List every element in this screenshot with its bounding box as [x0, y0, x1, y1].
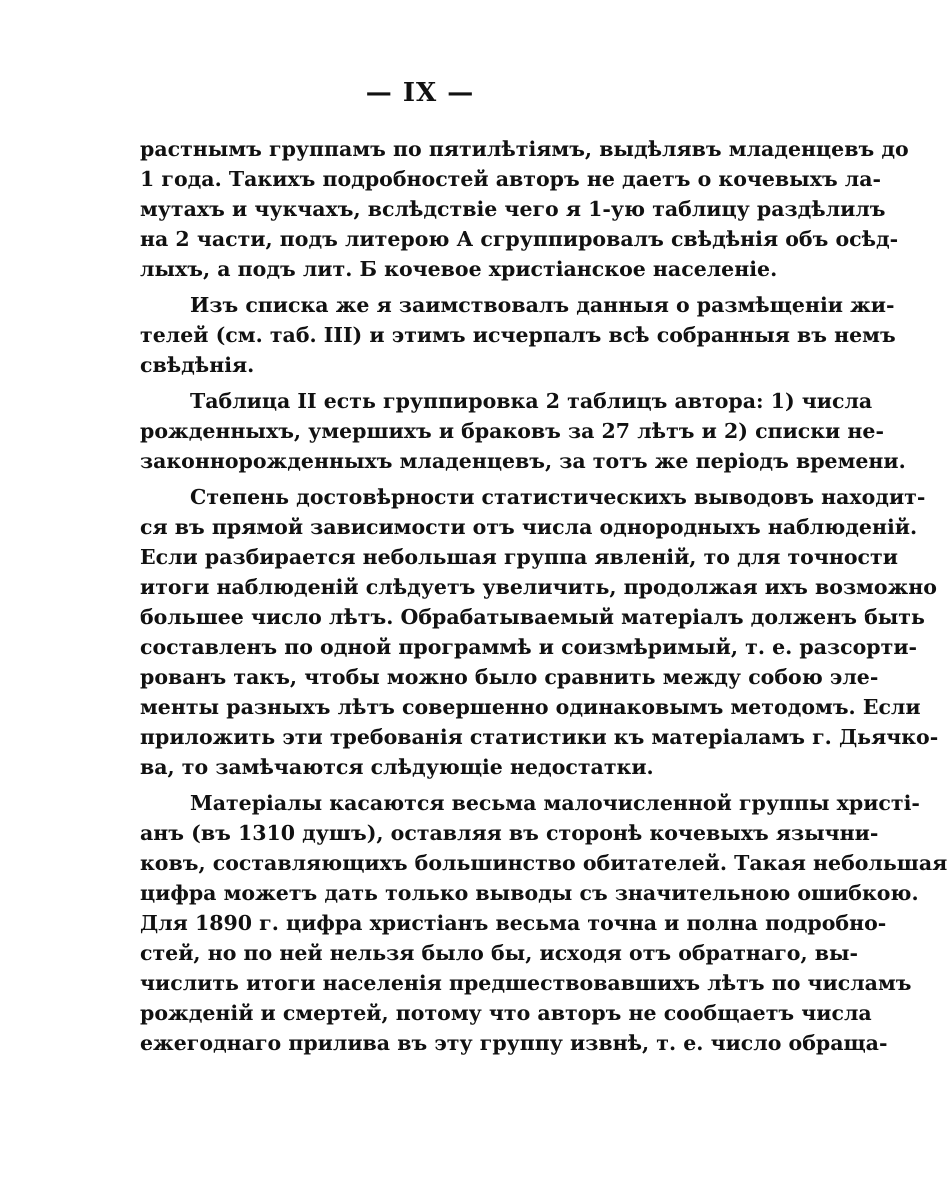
- text-line: итоги наблюденій слѣдуетъ увеличить, продолжая ихъ возможно: [140, 575, 937, 599]
- paragraph-1: [140, 134, 909, 284]
- text-line: ежегоднаго прилива въ эту группу извнѣ, т. е. число обраща-: [140, 1031, 888, 1055]
- text-line: рожденныхъ, умершихъ и браковъ за 27 лѣтъ и 2) списки не-: [140, 419, 884, 443]
- paragraph-4: [140, 482, 939, 782]
- text-line: Матеріалы касаются весьма малочисленной группы христі-: [190, 791, 920, 815]
- text-line: Если разбирается небольшая группа явленій, то для точности: [140, 545, 898, 569]
- paragraph-3: [140, 386, 906, 476]
- paragraph-5: [140, 788, 947, 1058]
- text-line: ковъ, составляющихъ большинство обитателей. Такая небольшая: [140, 851, 947, 875]
- text-line: Для 1890 г. цифра христіанъ весьма точна и полна подробно-: [140, 911, 887, 935]
- text-line: ся въ прямой зависимости отъ числа однородныхъ наблюденій.: [140, 515, 918, 539]
- text-line: менты разныхъ лѣтъ совершенно одинаковымъ методомъ. Если: [140, 695, 921, 719]
- text-line: анъ (въ 1310 душъ), оставляя въ сторонѣ кочевыхъ язычни-: [140, 821, 879, 845]
- text-line: стей, но по ней нельзя было бы, исходя отъ обратнаго, вы-: [140, 941, 859, 965]
- text-line: на 2 части, подъ литерою А сгруппировалъ свѣдѣнія объ осѣд-: [140, 227, 899, 251]
- body-text: [140, 134, 947, 1064]
- text-line: составленъ по одной программѣ и соизмѣримый, т. е. разсорти-: [140, 635, 918, 659]
- text-line: законнорожденныхъ младенцевъ, за тотъ же періодъ времени.: [140, 449, 906, 473]
- text-line: ва, то замѣчаются слѣдующіе недостатки.: [140, 755, 654, 779]
- text-line: мутахъ и чукчахъ, вслѣдствіе чего я 1-ую таблицу раздѣлилъ: [140, 197, 886, 221]
- text-line: свѣдѣнія.: [140, 353, 255, 377]
- text-line: цифра можетъ дать только выводы съ значительною ошибкою.: [140, 881, 919, 905]
- text-line: рованъ такъ, чтобы можно было сравнить между собою эле-: [140, 665, 879, 689]
- text-line: растнымъ группамъ по пятилѣтіямъ, выдѣлявъ младенцевъ до: [140, 137, 909, 161]
- text-line: телей (см. таб. III) и этимъ исчерпалъ всѣ собранныя въ немъ: [140, 323, 896, 347]
- text-line: приложить эти требованія статистики къ матеріаламъ г. Дьячко-: [140, 725, 939, 749]
- page-number: — IX —: [365, 78, 475, 108]
- text-line: числить итоги населенія предшествовавшихъ лѣтъ по числамъ: [140, 971, 912, 995]
- text-line: Степень достовѣрности статистическихъ выводовъ находит-: [190, 485, 926, 509]
- text-line: лыхъ, а подъ лит. Б кочевое христіанское населеніе.: [140, 257, 778, 281]
- text-line: Таблица II есть группировка 2 таблицъ автора: 1) числа: [190, 389, 873, 413]
- text-line: 1 года. Такихъ подробностей авторъ не даетъ о кочевыхъ ла-: [140, 167, 882, 191]
- paragraph-2: [140, 290, 896, 380]
- text-line: Изъ списка же я заимствовалъ данныя о размѣщеніи жи-: [190, 293, 895, 317]
- text-line: большее число лѣтъ. Обрабатываемый матеріалъ долженъ быть: [140, 605, 925, 629]
- text-line: рожденій и смертей, потому что авторъ не сообщаетъ числа: [140, 1001, 872, 1025]
